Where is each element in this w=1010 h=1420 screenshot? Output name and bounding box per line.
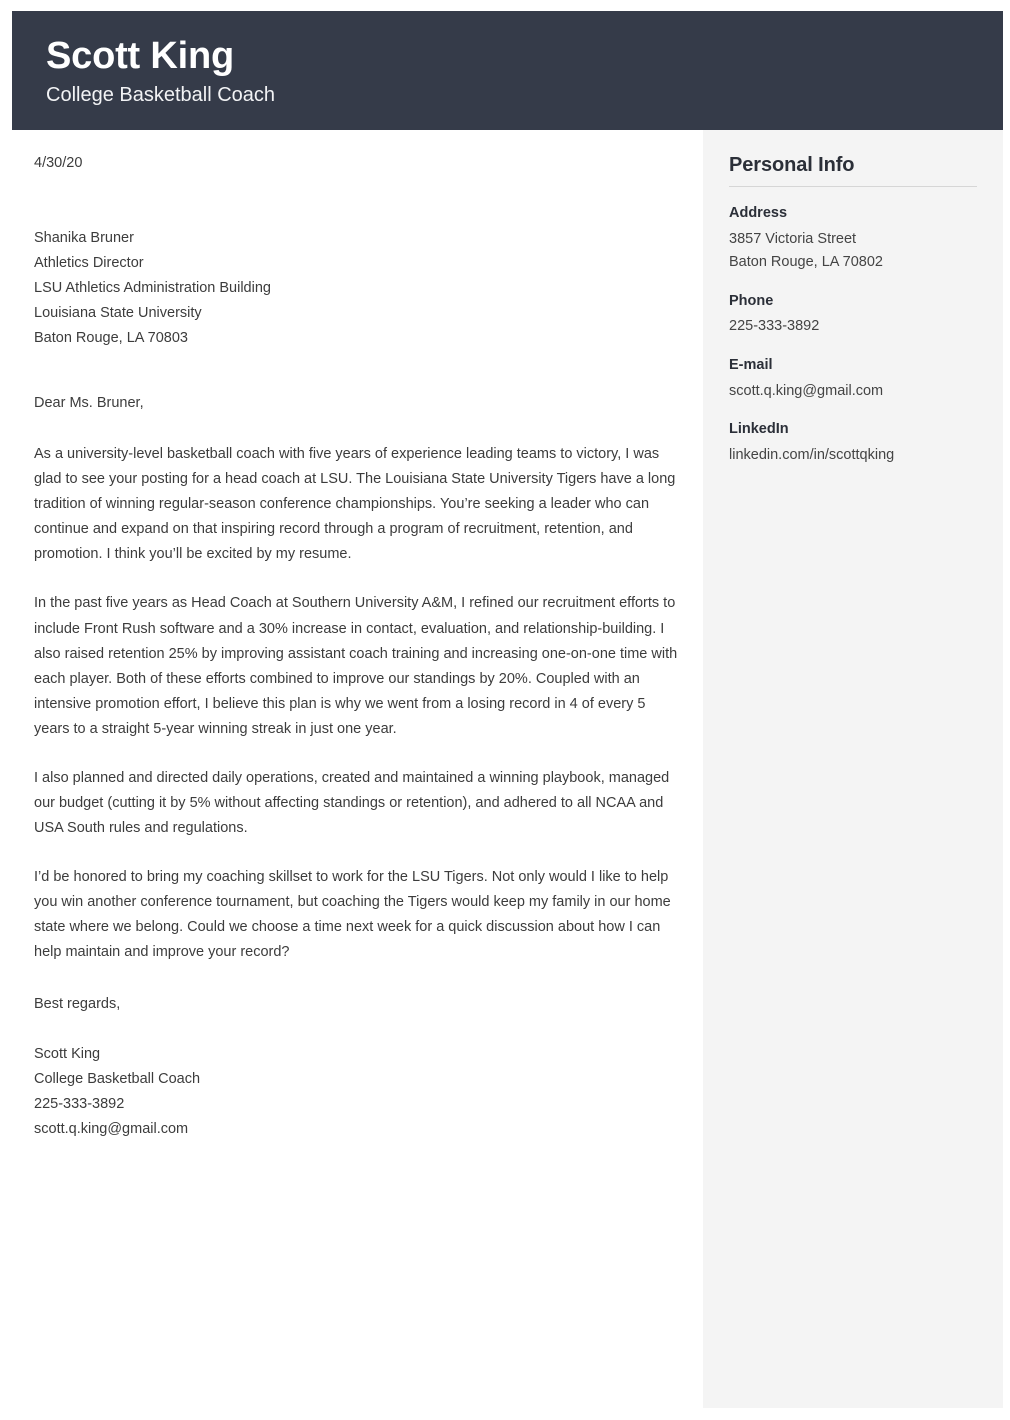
document-body bbox=[0, 130, 1010, 1420]
signature-name: Scott King bbox=[34, 1046, 101, 1063]
letter-date: 4/30/20 bbox=[34, 155, 83, 171]
signature-job-title: College Basketball Coach bbox=[34, 1071, 201, 1088]
recipient-block bbox=[34, 226, 681, 351]
applicant-name: Scott King bbox=[46, 35, 234, 77]
recipient-city-state-zip: Baton Rouge, LA 70803 bbox=[34, 330, 188, 347]
sidebar-value[interactable]: linkedin.com/in/scottqking bbox=[729, 446, 895, 463]
personal-info-sidebar bbox=[703, 130, 1003, 1408]
sidebar-group-linkedin bbox=[729, 419, 977, 467]
letter-paragraph: I also planned and directed daily operations, created and maintained a winning playbook, managed our budget (cutting it by 5% without affecting standings or retention), and adhered to all NCAA and USA South rules and regulations. bbox=[34, 769, 670, 837]
signature-phone: 225-333-3892 bbox=[34, 1096, 125, 1113]
letter-paragraph: I’d be honored to bring my coaching skillset to work for the LSU Tigers. Not only would I like to help you win another conference tournament, but coaching the Tigers would keep my family in our home state where we belong. Could we choose a time next week for a quick discussion about how I can help maintain and improve your record? bbox=[34, 869, 671, 961]
sidebar-value[interactable]: scott.q.king@gmail.com bbox=[729, 382, 884, 399]
letter-closing: Best regards, bbox=[34, 995, 121, 1012]
recipient-title: Athletics Director bbox=[34, 255, 144, 272]
sidebar-value: Baton Rouge, LA 70802 bbox=[729, 254, 883, 271]
sidebar-heading: Personal Info bbox=[729, 154, 855, 176]
signature-email: scott.q.king@gmail.com bbox=[34, 1121, 189, 1138]
sidebar-label: E-mail bbox=[729, 356, 773, 373]
sidebar-value: 3857 Victoria Street bbox=[729, 230, 857, 247]
letter-column bbox=[0, 130, 703, 1420]
sidebar-label: Address bbox=[729, 205, 788, 221]
applicant-job-title: College Basketball Coach bbox=[46, 83, 276, 106]
letter-paragraph: In the past five years as Head Coach at Southern University A&M, I refined our recruitment efforts to include Front Rush software and a 30% increase in contact, evaluation, and relationship-building. I also raised retention 25% by improving assistant coach training and increasing one-on-one time with each player. Both of these efforts combined to improve our standings by 20%. Coupled with an intensive promotion effort, I believe this plan is why we went from a losing record in 4 of every 5 years to a straight 5-year winning streak in just one year. bbox=[34, 595, 678, 737]
recipient-name: Shanika Bruner bbox=[34, 230, 134, 247]
letter-paragraph: As a university-level basketball coach with five years of experience leading teams to victory, I was glad to see your posting for a head coach at LSU. The Louisiana State University Tigers have a long tradition of winning regular-season conference championships. You’re seeking a leader who can continue and expand on that inspiring record through a program of recruitment, retention, and promotion. I think you’ll be excited by my resume. bbox=[34, 446, 676, 563]
sidebar-label: LinkedIn bbox=[729, 421, 789, 438]
sidebar-label: Phone bbox=[729, 292, 774, 309]
recipient-organization: Louisiana State University bbox=[34, 305, 202, 322]
sidebar-group-address bbox=[729, 203, 977, 275]
recipient-building: LSU Athletics Administration Building bbox=[34, 280, 271, 297]
sidebar-group-email bbox=[729, 355, 977, 403]
signature-block bbox=[34, 1042, 681, 1142]
sidebar-heading-divider bbox=[729, 186, 977, 187]
sidebar-value: 225-333-3892 bbox=[729, 318, 820, 335]
document-header bbox=[12, 11, 1003, 130]
sidebar-group-phone bbox=[729, 291, 977, 339]
letter-salutation: Dear Ms. Bruner, bbox=[34, 395, 144, 412]
